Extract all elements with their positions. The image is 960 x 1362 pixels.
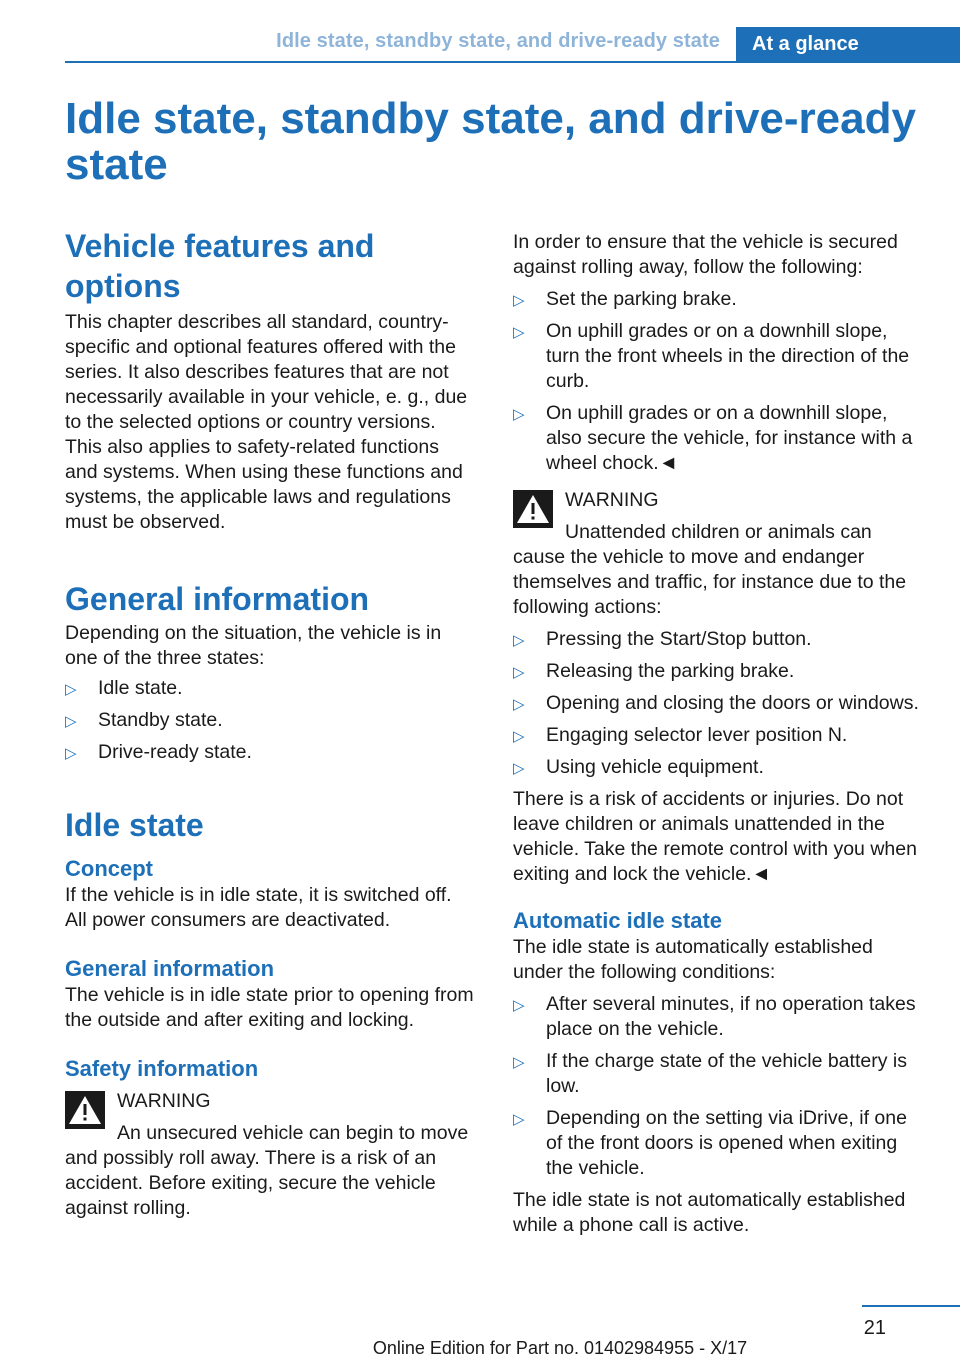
list-item: ▷ If the charge state of the vehicle battery is low. [513,1050,907,1097]
list-item: ▷ Releasing the parking brake. [513,659,923,684]
left-column [65,226,475,1221]
automatic-idle-note: The idle state is not automatically established while a phone call is active. [513,1189,906,1236]
vehicle-features-text: This chapter describes all standard, country-specific and optional features offered with the series. It also describes features that are not necessarily available in your vehicle, e. g., due to the selected options or country versions. This also applies to safety-related functions and systems. When using these functions and systems, the applicable laws and regulations must be observed. [65,311,468,533]
header-rule [65,61,960,63]
warning-triangle-icon [513,490,553,528]
bullet-triangle-icon: ▷ [513,664,525,681]
list-item: ▷ Drive-ready state. [65,740,475,765]
bullet-triangle-icon: ▷ [513,1111,525,1128]
bullet-triangle-icon: ▷ [513,997,525,1014]
footer-edition: Online Edition for Part no. 01402984955 - X/17 [372,1338,748,1358]
secure-list [513,287,923,476]
page-number: 21 [863,1317,886,1339]
actions-list [513,627,923,780]
bullet-triangle-icon: ▷ [513,324,525,341]
warning-text: Unattended children or animals can cause the vehicle to move and endanger themselves and traffic, for instance due to the following actions: [513,521,907,618]
warning-box [513,488,923,620]
states-list [65,676,475,765]
list-item: ▷ On uphill grades or on a downhill slope, turn the front wheels in the direction of the curb. [513,320,910,392]
bullet-triangle-icon: ▷ [513,632,525,649]
concept-heading: Concept [65,856,153,881]
list-item: ▷ After several minutes, if no operation takes place on the vehicle. [513,993,916,1040]
list-item: ▷ Standby state. [65,708,475,733]
bullet-triangle-icon: ▷ [513,760,525,777]
list-item: ▷ Depending on the setting via iDrive, if one of the front doors is opened when exiting the vehicle. [513,1107,907,1179]
list-item: ▷ Opening and closing the doors or windows. [513,691,923,716]
bullet-triangle-icon: ▷ [513,696,525,713]
secure-intro-text: In order to ensure that the vehicle is secured against rolling away, follow the following: [513,231,898,278]
automatic-idle-list [513,992,923,1181]
vehicle-features-heading: Vehicle features and options [65,228,375,304]
idle-state-heading: Idle state [65,807,204,843]
warning-text: An unsecured vehicle can begin to move and possibly roll away. There is a risk of an accident. Before exiting, secure the vehicle against rolling. [65,1122,469,1219]
running-header-section: Idle state, standby state, and drive-ready state [276,30,720,52]
concept-text: If the vehicle is in idle state, it is switched off. All power consumers are deactivated. [65,884,452,931]
safety-information-heading: Safety information [65,1056,259,1081]
list-item: ▷ Engaging selector lever position N. [513,723,923,748]
list-item: ▷ On uphill grades or on a downhill slope, also secure the vehicle, for instance with a wheel chock.◄ [513,402,913,474]
footer-rule [862,1305,960,1307]
list-item: ▷ Pressing the Start/Stop button. [513,627,923,652]
bullet-triangle-icon: ▷ [513,406,525,423]
bullet-triangle-icon: ▷ [65,745,77,762]
general-information-heading: General information [65,581,370,617]
warning-triangle-icon [65,1091,105,1129]
general-information-text: Depending on the situation, the vehicle is in one of the three states: [65,622,442,669]
general-information-subheading: General information [65,956,275,981]
right-column [513,230,923,1238]
bullet-triangle-icon: ▷ [513,292,525,309]
automatic-idle-text: The idle state is automatically established under the following conditions: [513,936,873,983]
risk-text: There is a risk of accidents or injuries. Do not leave children or animals unattended in the vehicle. Take the remote control with you when exiting and lock the vehicle.◄ [513,788,917,885]
list-item: ▷ Using vehicle equipment. [513,755,923,780]
list-item: ▷ Set the parking brake. [513,287,923,312]
warning-label: WARNING [565,489,659,511]
general-information-subtext: The vehicle is in idle state prior to opening from the outside and after exiting and locking. [65,984,474,1031]
bullet-triangle-icon: ▷ [65,681,77,698]
page-title: Idle state, standby state, and drive-ready state [65,94,916,189]
warning-box [65,1089,475,1221]
bullet-triangle-icon: ▷ [65,713,77,730]
running-header-chapter-tab[interactable]: At a glance [736,27,960,62]
bullet-triangle-icon: ▷ [513,728,525,745]
bullet-triangle-icon: ▷ [513,1054,525,1071]
list-item: ▷ Idle state. [65,676,475,701]
automatic-idle-heading: Automatic idle state [513,908,723,933]
warning-label: WARNING [117,1090,211,1112]
